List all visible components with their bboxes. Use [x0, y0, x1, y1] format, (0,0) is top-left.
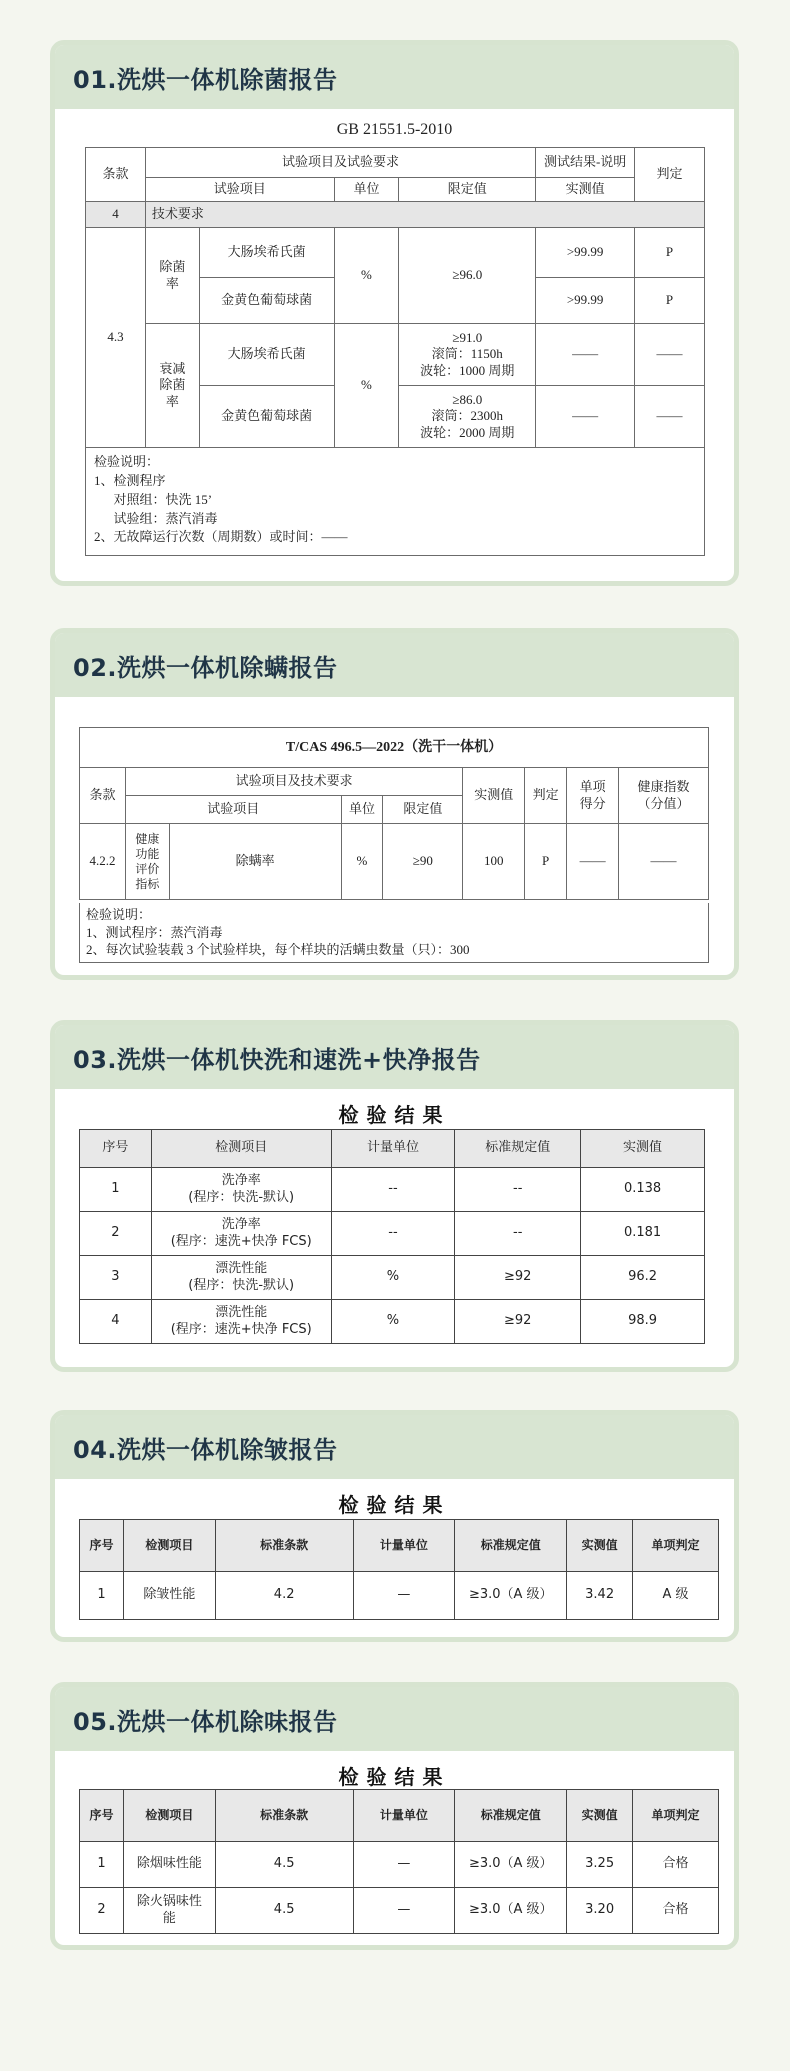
row-clause: 4.2	[215, 1572, 353, 1620]
report-card-sterilization	[50, 40, 739, 586]
row-std: ≥92	[455, 1256, 581, 1300]
header-clause: 条款	[80, 768, 126, 824]
row-no: 2	[80, 1888, 124, 1934]
table-row	[80, 1842, 719, 1888]
header-clause: 标准条款	[215, 1790, 353, 1842]
card-header	[55, 633, 734, 697]
row-clause: 4.5	[215, 1888, 353, 1934]
report-card-odor-removal	[50, 1682, 739, 1950]
report-card-quick-wash	[50, 1020, 739, 1372]
header-value: 实测值	[567, 1520, 633, 1572]
row-std: --	[455, 1168, 581, 1212]
table-row	[80, 1572, 719, 1620]
header-judge: 判定	[635, 148, 705, 202]
card-header	[55, 1687, 734, 1751]
header-std: 标准规定值	[455, 1130, 581, 1168]
odor-table	[79, 1789, 719, 1934]
unit-cell: %	[334, 324, 399, 448]
tech-no: 4	[86, 202, 146, 228]
limit-cell: ≥90	[383, 824, 463, 900]
row-clause: 4.5	[215, 1842, 353, 1888]
inspection-notes	[85, 447, 705, 556]
judge-cell: P	[525, 824, 567, 900]
index-cell: ——	[619, 824, 709, 900]
row-item: 除火锅味性 能	[123, 1888, 215, 1934]
header-index: 健康指数 （分值）	[619, 768, 709, 824]
judge-cell: ——	[635, 324, 705, 386]
header-item: 试验项目	[125, 796, 341, 824]
header-value: 实测值	[567, 1790, 633, 1842]
header-measured: 实测值	[463, 768, 525, 824]
header-std: 标准规定值	[455, 1520, 567, 1572]
group-decay: 衰减 除菌 率	[145, 324, 199, 448]
row-value: 98.9	[581, 1300, 705, 1344]
results-title: 检验结果	[338, 1765, 451, 1789]
header-unit: 计量单位	[353, 1790, 455, 1842]
table-row	[80, 1168, 705, 1212]
sterilization-table	[85, 147, 705, 448]
standard-code: GB 21551.5-2010	[336, 121, 453, 138]
header-unit: 计量单位	[331, 1130, 455, 1168]
results-title: 检验结果	[338, 1103, 451, 1127]
clause-cell: 4.3	[86, 228, 146, 448]
card-header	[55, 45, 734, 109]
header-unit: 单位	[341, 796, 383, 824]
table-row	[80, 1300, 705, 1344]
limit-cell: ≥86.0 滚筒：2300h 波轮：2000 周期	[399, 386, 536, 448]
note-line: 检验说明：	[86, 907, 152, 922]
row-item: 洗净率 (程序：快洗-默认)	[151, 1168, 331, 1212]
row-item: 洗净率 (程序：速洗+快净 FCS)	[151, 1212, 331, 1256]
bacteria-staph: 金黄色葡萄球菌	[199, 386, 334, 448]
value-cell: ——	[536, 324, 635, 386]
bacteria-staph: 金黄色葡萄球菌	[199, 278, 334, 324]
row-no: 1	[80, 1842, 124, 1888]
table-row	[80, 1888, 719, 1934]
card-header	[55, 1415, 734, 1479]
row-no: 1	[80, 1572, 124, 1620]
row-value: 3.25	[567, 1842, 633, 1888]
row-unit: --	[331, 1168, 455, 1212]
header-item: 试验项目	[145, 178, 334, 202]
row-unit: —	[353, 1572, 455, 1620]
header-clause: 标准条款	[215, 1520, 353, 1572]
value-cell: >99.99	[536, 278, 635, 324]
header-judge: 单项判定	[633, 1520, 719, 1572]
row-value: 96.2	[581, 1256, 705, 1300]
unit-cell: %	[341, 824, 383, 900]
header-no: 序号	[80, 1790, 124, 1842]
quick-wash-table	[79, 1129, 705, 1344]
limit-cell: ≥96.0	[399, 228, 536, 324]
results-title: 检验结果	[338, 1493, 451, 1517]
row-unit: —	[353, 1842, 455, 1888]
row-unit: %	[331, 1256, 455, 1300]
row-item: 漂洗性能 (程序：速洗+快净 FCS)	[151, 1300, 331, 1344]
row-judge: A 级	[633, 1572, 719, 1620]
header-item: 检测项目	[123, 1520, 215, 1572]
note-line: 检验说明：	[94, 454, 160, 469]
mite-table	[79, 727, 709, 900]
tech-label: 技术要求	[145, 202, 704, 228]
table-row	[80, 1256, 705, 1300]
row-no: 2	[80, 1212, 152, 1256]
header-item: 检测项目	[123, 1790, 215, 1842]
inspection-notes	[79, 903, 709, 963]
bacteria-ecoli: 大肠埃希氏菌	[199, 228, 334, 278]
header-limit: 限定值	[383, 796, 463, 824]
standard-code: T/CAS 496.5—2022（洗干一体机）	[80, 728, 709, 768]
header-result-desc: 测试结果-说明	[536, 148, 635, 178]
section-title: 05.洗烘一体机除味报告	[73, 1707, 338, 1736]
row-std: ≥3.0（A 级）	[455, 1842, 567, 1888]
header-std: 标准规定值	[455, 1790, 567, 1842]
judge-cell: P	[635, 278, 705, 324]
note-line: 试验组：蒸汽消毒	[94, 510, 218, 526]
row-std: ≥3.0（A 级）	[455, 1572, 567, 1620]
note-line: 2、无故障运行次数（周期数）或时间：——	[94, 529, 348, 545]
header-unit: 单位	[334, 178, 399, 202]
row-std: --	[455, 1212, 581, 1256]
row-unit: --	[331, 1212, 455, 1256]
unit-cell: %	[334, 228, 399, 324]
report-card-wrinkle-removal	[50, 1410, 739, 1642]
section-title: 04.洗烘一体机除皱报告	[73, 1435, 338, 1464]
row-value: 3.20	[567, 1888, 633, 1934]
note-line: 1、检测程序	[94, 472, 166, 488]
note-line: 1、测试程序：蒸汽消毒	[86, 924, 223, 940]
row-judge: 合格	[633, 1842, 719, 1888]
header-unit: 计量单位	[353, 1520, 455, 1572]
section-title: 02.洗烘一体机除螨报告	[73, 653, 338, 682]
judge-cell: P	[635, 228, 705, 278]
card-header	[55, 1025, 734, 1089]
report-card-mite-removal	[50, 628, 739, 980]
judge-cell: ——	[635, 386, 705, 448]
header-value: 实测值	[581, 1130, 705, 1168]
group-sterilization: 除菌 率	[145, 228, 199, 324]
row-no: 3	[80, 1256, 152, 1300]
clause-cell: 4.2.2	[80, 824, 126, 900]
section-title: 03.洗烘一体机快洗和速洗+快净报告	[73, 1045, 481, 1074]
item-cell: 除螨率	[169, 824, 341, 900]
header-score: 单项 得分	[567, 768, 619, 824]
table-row	[80, 1212, 705, 1256]
header-measured: 实测值	[536, 178, 635, 202]
score-cell: ——	[567, 824, 619, 900]
row-std: ≥92	[455, 1300, 581, 1344]
value-cell: 100	[463, 824, 525, 900]
value-cell: >99.99	[536, 228, 635, 278]
row-value: 0.138	[581, 1168, 705, 1212]
row-no: 1	[80, 1168, 152, 1212]
header-no: 序号	[80, 1520, 124, 1572]
row-item: 除皱性能	[123, 1572, 215, 1620]
row-no: 4	[80, 1300, 152, 1344]
header-items-req: 试验项目及试验要求	[145, 148, 535, 178]
wrinkle-table	[79, 1519, 719, 1620]
header-items-req: 试验项目及技术要求	[125, 768, 462, 796]
row-value: 0.181	[581, 1212, 705, 1256]
row-unit: %	[331, 1300, 455, 1344]
value-cell: ——	[536, 386, 635, 448]
bacteria-ecoli: 大肠埃希氏菌	[199, 324, 334, 386]
header-no: 序号	[80, 1130, 152, 1168]
row-item: 漂洗性能 (程序：快洗-默认)	[151, 1256, 331, 1300]
header-item: 检测项目	[151, 1130, 331, 1168]
section-title: 01.洗烘一体机除菌报告	[73, 65, 338, 94]
row-value: 3.42	[567, 1572, 633, 1620]
header-judge: 单项判定	[633, 1790, 719, 1842]
row-judge: 合格	[633, 1888, 719, 1934]
category-cell: 健康 功能 评价 指标	[125, 824, 169, 900]
row-item: 除烟味性能	[123, 1842, 215, 1888]
limit-cell: ≥91.0 滚筒：1150h 波轮：1000 周期	[399, 324, 536, 386]
note-line: 2、每次试验装载 3 个试验样块，每个样块的活螨虫数量（只）：300	[86, 942, 470, 958]
header-judge: 判定	[525, 768, 567, 824]
header-clause: 条款	[86, 148, 146, 202]
header-limit: 限定值	[399, 178, 536, 202]
note-line: 对照组：快洗 15’	[94, 491, 213, 507]
row-unit: —	[353, 1888, 455, 1934]
row-std: ≥3.0（A 级）	[455, 1888, 567, 1934]
